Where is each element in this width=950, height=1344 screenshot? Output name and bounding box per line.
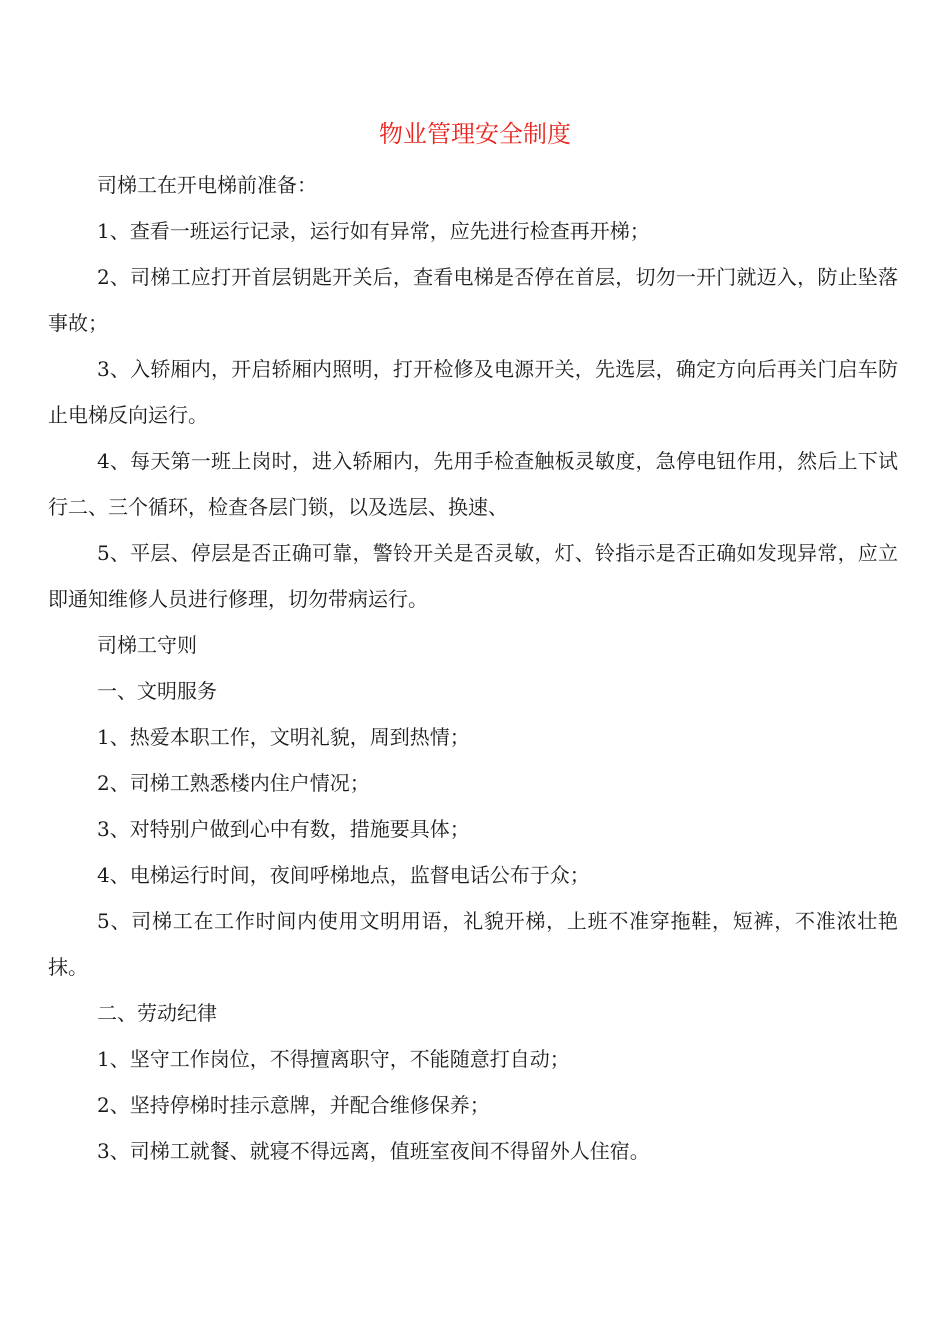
paragraph-service-3: 3、对特别户做到心中有数，措施要具体； [97,817,470,841]
paragraph-prep-3: 3、入轿厢内，开启轿厢内照明，打开检修及电源开关，先选层，确定方向后再关门启车防止电梯反向运行。 [48,357,898,427]
paragraph-service-1: 1、热爱本职工作，文明礼貌，周到热情； [97,725,470,749]
paragraph-discipline-2: 2、坚持停梯时挂示意牌，并配合维修保养； [97,1093,490,1117]
paragraph-discipline-1: 1、坚守工作岗位，不得擅离职守，不能随意打自动； [97,1047,570,1071]
paragraph-prep-1: 1、查看一班运行记录，运行如有异常，应先进行检查再开梯； [97,219,650,243]
paragraph-service-5: 5、司梯工在工作时间内使用文明用语，礼貌开梯，上班不准穿拖鞋，短裤，不准浓壮艳抹。 [48,909,898,979]
document-title: 物业管理安全制度 [379,120,571,148]
section-heading-rules: 司梯工守则 [97,633,197,657]
paragraph-intro: 司梯工在开电梯前准备： [97,173,317,197]
paragraph-prep-5: 5、平层、停层是否正确可靠，警铃开关是否灵敏，灯、铃指示是否正确如发现异常，应立即通知维修人员进行修理，切勿带病运行。 [48,541,898,611]
document-body [48,162,898,1174]
paragraph-service-4: 4、电梯运行时间，夜间呼梯地点，监督电话公布于众； [97,863,590,887]
subsection-heading-service: 一、文明服务 [97,679,217,703]
paragraph-discipline-3: 3、司梯工就餐、就寝不得远离，值班室夜间不得留外人住宿。 [97,1139,650,1163]
subsection-heading-discipline: 二、劳动纪律 [97,1001,217,1025]
paragraph-service-2: 2、司梯工熟悉楼内住户情况； [97,771,370,795]
paragraph-prep-2: 2、司梯工应打开首层钥匙开关后，查看电梯是否停在首层，切勿一开门就迈入，防止坠落事故； [48,265,898,335]
paragraph-prep-4: 4、每天第一班上岗时，进入轿厢内，先用手检查触板灵敏度，急停电钮作用，然后上下试行二、三个循环，检查各层门锁，以及选层、换速、 [48,449,898,519]
